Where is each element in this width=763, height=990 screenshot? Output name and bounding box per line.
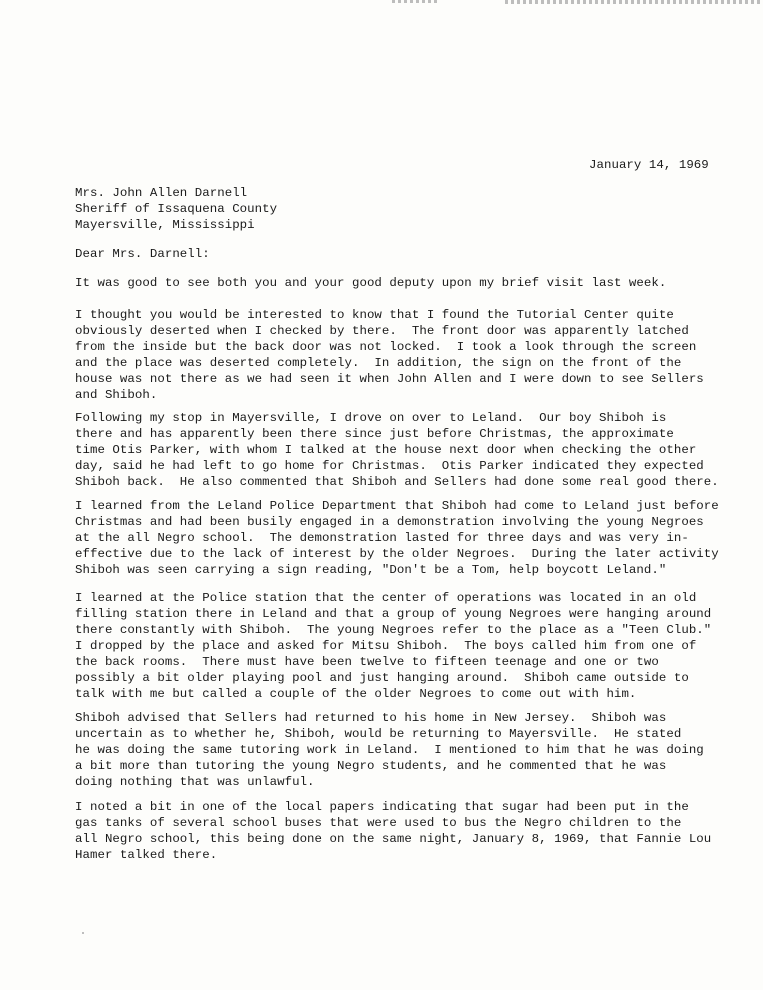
- text-line: there and has apparently been there since just before Christmas, the approximate: [75, 427, 674, 441]
- addressee-title: Sheriff of Issaquena County: [75, 202, 278, 216]
- text-line: he was doing the same tutoring work in Leland. I mentioned to him that he was doing: [75, 743, 704, 757]
- text-line: Following my stop in Mayersville, I drove on over to Leland. Our boy Shiboh is: [75, 411, 667, 425]
- text-line: filling station there in Leland and that a group of young Negroes were hanging around: [75, 607, 712, 621]
- paragraph-5: [75, 590, 735, 702]
- text-line: and the place was deserted completely. In addition, the sign on the front of the: [75, 356, 682, 370]
- text-line: a bit more than tutoring the young Negro students, and he commented that he was: [75, 759, 667, 773]
- text-line: day, said he had left to go home for Christmas. Otis Parker indicated they expected: [75, 459, 704, 473]
- text-line: Shiboh was seen carrying a sign reading, "Don't be a Tom, help boycott Leland.": [75, 563, 667, 577]
- text-line: I noted a bit in one of the local papers indicating that sugar had been put in the: [75, 800, 689, 814]
- scan-speck: [82, 932, 84, 934]
- text-line: Hamer talked there.: [75, 848, 218, 862]
- text-line: house was not there as we had seen it when John Allen and I were down to see Sellers: [75, 372, 704, 386]
- paragraph-3: [75, 410, 735, 490]
- text-line: I learned from the Leland Police Department that Shiboh had come to Leland just before: [75, 499, 719, 513]
- paragraph-4: [75, 498, 735, 578]
- text-line: doing nothing that was unlawful.: [75, 775, 315, 789]
- text-line: I dropped by the place and asked for Mitsu Shiboh. The boys called him from one of: [75, 639, 697, 653]
- addressee-name: Mrs. John Allen Darnell: [75, 186, 248, 200]
- text-line: there constantly with Shiboh. The young Negroes refer to the place as a "Teen Club.": [75, 623, 712, 637]
- text-line: It was good to see both you and your good deputy upon my brief visit last week.: [75, 276, 667, 290]
- text-line: talk with me but called a couple of the older Negroes to come out with him.: [75, 687, 637, 701]
- text-line: obviously deserted when I checked by there. The front door was apparently latched: [75, 324, 689, 338]
- text-line: and Shiboh.: [75, 388, 158, 402]
- text-line: possibly a bit older playing pool and just hanging around. Shiboh came outside to: [75, 671, 689, 685]
- text-line: all Negro school, this being done on the same night, January 8, 1969, that Fannie Lou: [75, 832, 712, 846]
- text-line: at the all Negro school. The demonstration lasted for three days and was very in-: [75, 531, 689, 545]
- paragraph-6: [75, 710, 735, 790]
- text-line: Christmas and had been busily engaged in a demonstration involving the young Negroes: [75, 515, 704, 529]
- text-line: effective due to the lack of interest by the older Negroes. During the later activity: [75, 547, 719, 561]
- text-line: Shiboh advised that Sellers had returned to his home in New Jersey. Shiboh was: [75, 711, 667, 725]
- paragraph-2: [75, 307, 735, 403]
- scan-artifact: [505, 0, 763, 4]
- text-line: I learned at the Police station that the center of operations was located in an old: [75, 591, 697, 605]
- text-line: the back rooms. There must have been twelve to fifteen teenage and one or two: [75, 655, 659, 669]
- text-line: uncertain as to whether he, Shiboh, would be returning to Mayersville. He stated: [75, 727, 682, 741]
- letter-date: January 14, 1969: [589, 158, 709, 172]
- paragraph-7: [75, 799, 735, 863]
- addressee-city: Mayersville, Mississippi: [75, 218, 255, 232]
- salutation: Dear Mrs. Darnell:: [75, 247, 210, 261]
- text-line: time Otis Parker, with whom I talked at the house next door when checking the other: [75, 443, 697, 457]
- text-line: Shiboh back. He also commented that Shiboh and Sellers had done some real good there.: [75, 475, 719, 489]
- text-line: gas tanks of several school buses that were used to bus the Negro children to the: [75, 816, 682, 830]
- text-line: from the inside but the back door was not locked. I took a look through the screen: [75, 340, 697, 354]
- scan-artifact: [392, 0, 440, 3]
- text-line: I thought you would be interested to know that I found the Tutorial Center quite: [75, 308, 674, 322]
- addressee-block: [75, 185, 277, 233]
- paragraph-1: [75, 275, 735, 291]
